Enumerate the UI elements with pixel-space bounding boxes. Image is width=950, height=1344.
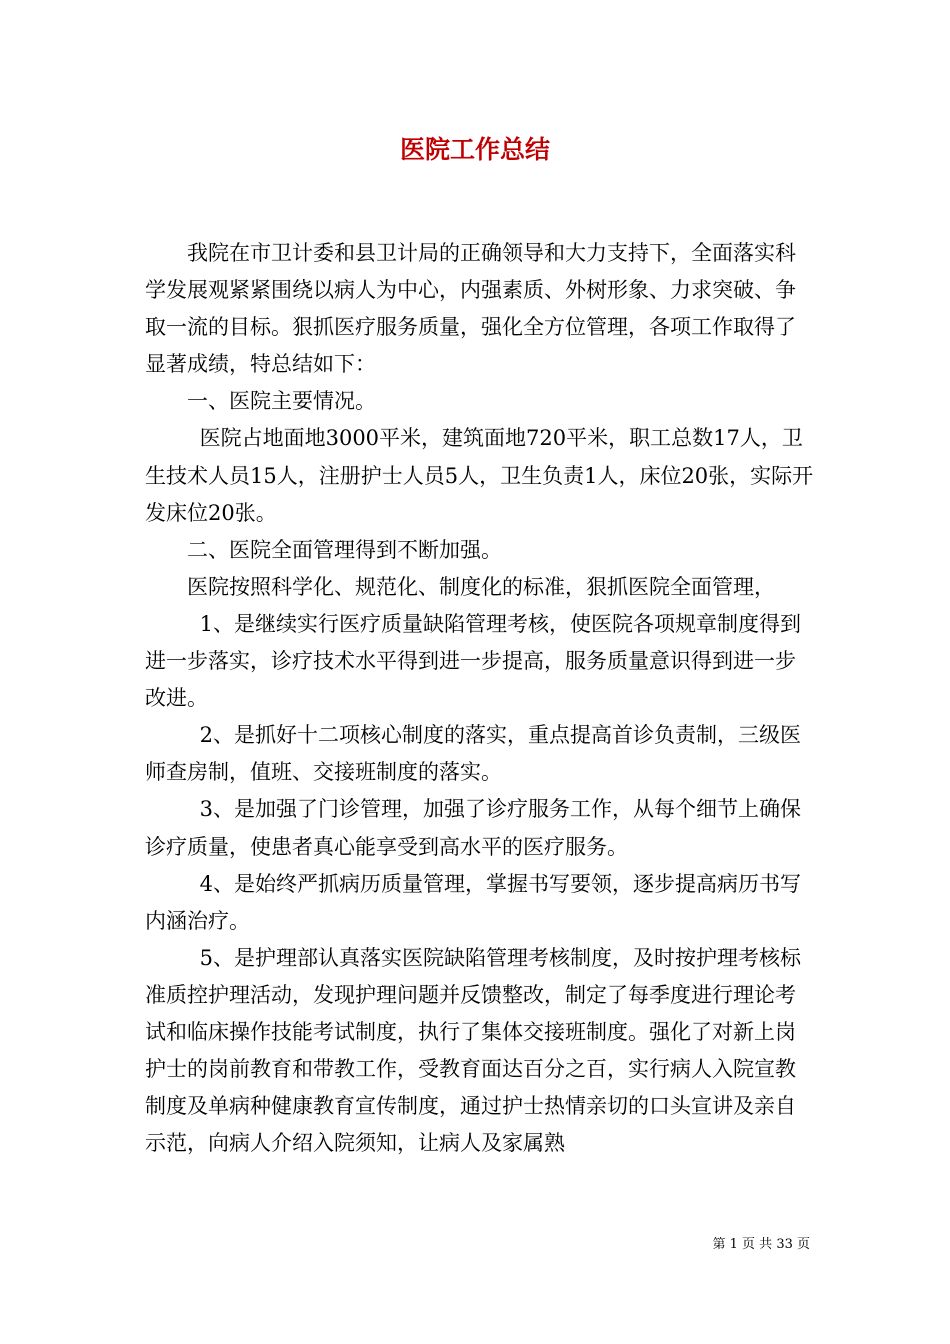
paragraph-hospital-facts: 医院占地面地3000平米，建筑面地720平米，职工总数17人，卫生技术人员15人，注册护士人员5人，卫生负责1人，床位20张，实际开发床位20张。 xyxy=(145,426,814,525)
list-item-4: 4、是始终严抓病历质量管理，掌握书写要领，逐步提高病历书写内涵治疗。 xyxy=(145,871,801,933)
section-heading-1: 一、医院主要情况。 xyxy=(187,389,376,414)
page-number: 第 1 页 共 33 页 xyxy=(712,1237,810,1252)
list-item-3: 3、是加强了门诊管理，加强了诊疗服务工作，从每个细节上确保诊疗质量，使患者真心能享受到高水平的医疗服务。 xyxy=(145,797,801,859)
document-body xyxy=(145,235,815,1162)
paragraph-intro: 我院在市卫计委和县卫计局的正确领导和大力支持下，全面落实科学发展观紧紧围绕以病人为中心，内强素质、外树形象、力求突破、争取一流的目标。狠抓医疗服务质量，强化全方位管理，各项工作取得了显著成绩，特总结如下： xyxy=(145,241,796,377)
list-item-2: 2、是抓好十二项核心制度的落实，重点提高首诊负责制，三级医师查房制，值班、交接班制度的落实。 xyxy=(145,723,801,785)
document-title: 医院工作总结 xyxy=(399,135,550,164)
paragraph-management: 医院按照科学化、规范化、制度化的标准，狠抓医院全面管理， xyxy=(187,574,775,599)
list-item-1: 1、是继续实行医疗质量缺陷管理考核，使医院各项规章制度得到进一步落实，诊疗技术水平得到进一步提高，服务质量意识得到进一步改进。 xyxy=(145,611,801,711)
section-heading-2: 二、医院全面管理得到不断加强。 xyxy=(187,537,502,562)
list-item-5: 5、是护理部认真落实医院缺陷管理考核制度，及时按护理考核标准质控护理活动，发现护理问题并反馈整改，制定了每季度进行理论考试和临床操作技能考试制度，执行了集体交接班制度。强化了对新上岗护士的岗前教育和带教工作，受教育面达百分之百，实行病人入院宣教制度及单病种健康教育宣传制度，通过护士热情亲切的口头宣讲及亲自示范，向病人介绍入院须知，让病人及家属熟 xyxy=(145,945,801,1156)
